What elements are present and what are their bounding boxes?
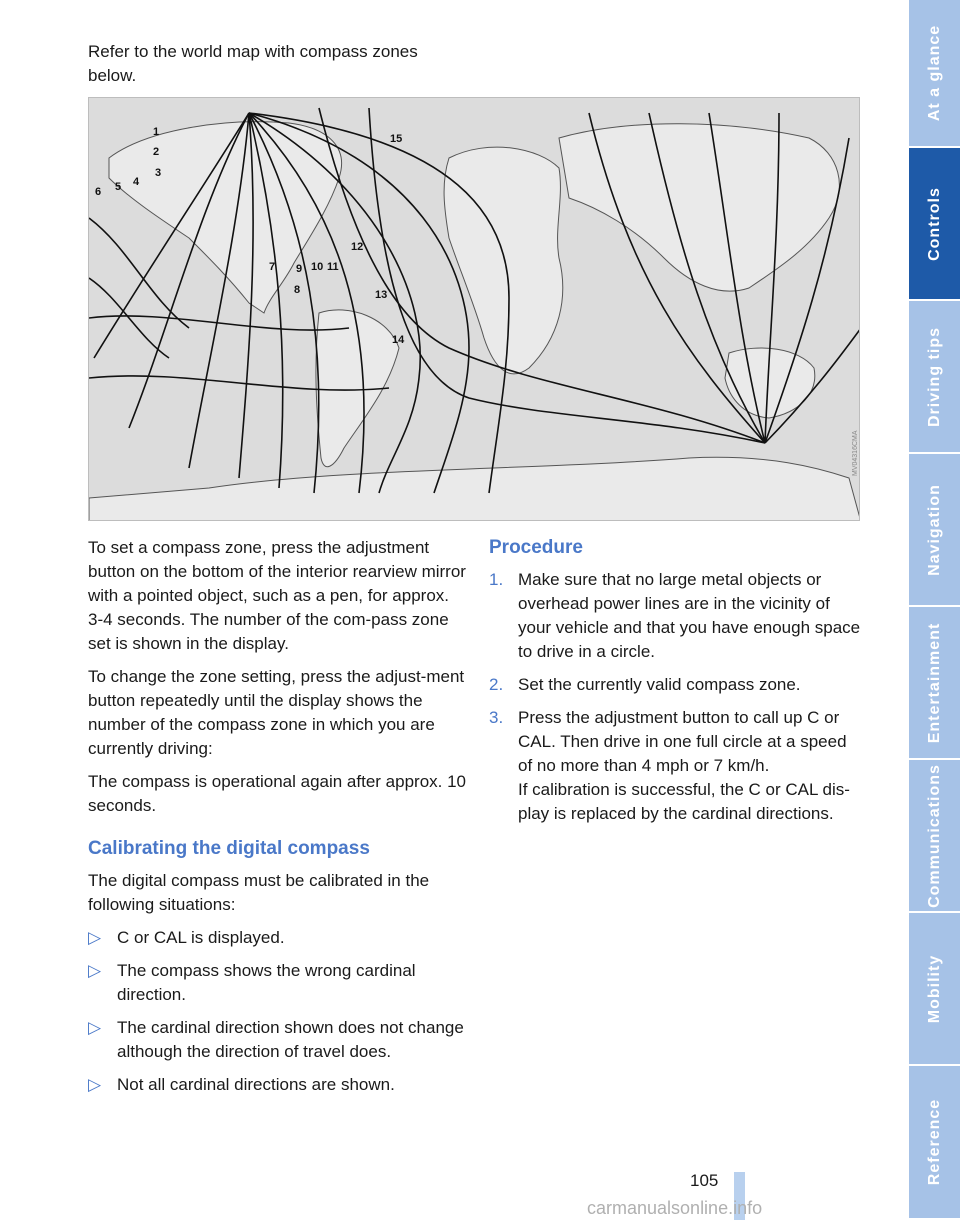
compass-zone-world-map: [88, 97, 860, 521]
zone-label: 2: [153, 146, 160, 158]
tab-navigation[interactable]: Navigation: [909, 454, 960, 607]
zone-label: 15: [390, 133, 403, 145]
step-note: If calibration is successful, the C or CAL dis-play is replaced by the cardinal directions.: [518, 780, 850, 823]
bullet-arrow-icon: ▷: [88, 1075, 102, 1094]
zone-label: 14: [392, 334, 405, 346]
world-map-graphic: [89, 98, 860, 521]
image-code: MV04316CMA: [852, 430, 859, 476]
zone-label: 7: [269, 261, 276, 273]
zone-label: 5: [115, 181, 122, 193]
tab-controls[interactable]: Controls: [909, 148, 960, 301]
list-item: ▷ Not all cardinal directions are shown.: [88, 1073, 468, 1097]
zone-label: 11: [327, 261, 339, 273]
step-number: 3.: [489, 708, 504, 727]
zone-label: 4: [133, 176, 140, 188]
step-number: 2.: [489, 675, 504, 694]
zone-label: 6: [95, 186, 102, 198]
zone-label: 13: [375, 289, 388, 301]
watermark: carmanualsonline.info: [587, 1198, 763, 1218]
zone-label: 3: [155, 167, 162, 179]
heading-procedure: Procedure: [489, 537, 583, 558]
zone-label: 9: [296, 263, 303, 275]
bullet-arrow-icon: ▷: [88, 1018, 102, 1037]
page-number: 105: [690, 1171, 719, 1190]
chapter-tabs: [909, 0, 960, 1220]
list-item: ▷ C or CAL is displayed.: [88, 926, 468, 950]
list-item: ▷ The cardinal direction shown does not change although the direction of travel does.: [88, 1018, 464, 1061]
list-item: ▷ The compass shows the wrong cardinal direction.: [88, 961, 416, 1004]
paragraph-calibration-intro: The digital compass must be calibrated in the following situations:: [88, 871, 430, 914]
paragraph-change-zone: To change the zone setting, press the adjust-ment button repeatedly until the display shows the number of the compass zone in which you are currently driving:: [88, 667, 465, 758]
right-column: [489, 536, 863, 835]
tab-at-a-glance[interactable]: At a glance: [909, 0, 960, 148]
tab-communications[interactable]: Communications: [909, 760, 960, 913]
bullet-arrow-icon: ▷: [88, 961, 102, 980]
procedure-step: 3. Press the adjustment button to call up C or CAL. Then drive in one full circle at a speed of no more than 4 mph or 7 km/h. If calibration is successful, the C or CAL dis-play is replaced by the cardinal directions.: [489, 708, 850, 823]
tab-entertainment[interactable]: Entertainment: [909, 607, 960, 760]
paragraph-set-zone: To set a compass zone, press the adjustment button on the bottom of the interior rearview mirror with a pointed object, such as a pen, for approx. 3-4 seconds. The number of the com-pass zone set is shown in the display.: [88, 538, 466, 653]
procedure-step: 1. Make sure that no large metal objects or overhead power lines are in the vicinity of your vehicle and that you have enough space to drive in a circle.: [489, 570, 861, 661]
heading-calibrating: Calibrating the digital compass: [88, 838, 370, 859]
bullet-arrow-icon: ▷: [88, 928, 102, 947]
tab-reference[interactable]: Reference: [909, 1066, 960, 1220]
left-column: [88, 536, 468, 1106]
procedure-steps: [489, 568, 863, 826]
procedure-step: 2. Set the currently valid compass zone.: [489, 673, 863, 697]
calibration-situations-list: [88, 926, 468, 1097]
zone-label: 8: [294, 284, 301, 296]
zone-label: 1: [153, 126, 160, 138]
zone-label: 12: [351, 241, 364, 253]
tab-driving-tips[interactable]: Driving tips: [909, 301, 960, 454]
paragraph-operational: The compass is operational again after approx. 10 seconds.: [88, 772, 467, 815]
zone-label: 10: [311, 261, 324, 273]
intro-text: Refer to the world map with compass zones below.: [88, 42, 418, 85]
step-number: 1.: [489, 570, 504, 589]
tab-mobility[interactable]: Mobility: [909, 913, 960, 1066]
